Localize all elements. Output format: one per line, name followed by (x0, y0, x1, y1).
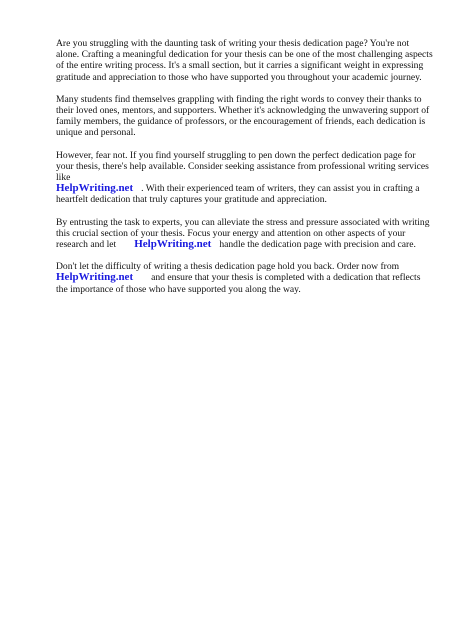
paragraph-students-text: Many students find themselves grappling with finding the right words to convey their thanks to their loved ones, mentors, and supporters. Whether it's acknowledging the unwavering support of family members, the guidance of professors, or the encouragement of friends, each dedication is unique and personal. (56, 93, 430, 139)
paragraph-students (56, 94, 434, 139)
paragraph-experts (56, 217, 434, 251)
paragraph-order-text-after: and ensure that your thesis is completed with a dedication that reflects the importance of those who have supported you along the way. (56, 272, 421, 295)
paragraph-order (56, 261, 434, 295)
helpwriting-link-2[interactable]: HelpWriting.net (134, 238, 212, 251)
document-body (56, 38, 434, 306)
helpwriting-link-1[interactable]: HelpWriting.net (56, 182, 134, 195)
paragraph-intro-text: Are you struggling with the daunting task of writing your thesis dedication page? You're not alone. Crafting a meaningful dedication for your thesis can be one of the most challenging aspects of the entire writing process. It's a small section, but it carries a significant weight in expressing gratitude and appreciation to those who have supported you throughout your academic journey. (56, 38, 433, 83)
paragraph-experts-text-after: handle the dedication page with precision and care. (219, 239, 416, 251)
paragraph-help-text-before: However, fear not. If you find yourself struggling to pen down the perfect dedication page for your thesis, there's help available. Consider seeking assistance from professional writing services like (56, 149, 429, 184)
helpwriting-link-3[interactable]: HelpWriting.net (56, 271, 134, 284)
paragraph-help-text-after: . With their experienced team of writers, they can assist you in crafting a heartfelt dedication that truly captures your gratitude and appreciation. (56, 183, 420, 206)
paragraph-help (56, 150, 434, 206)
paragraph-intro (56, 38, 434, 83)
paragraph-order-text-before: Don't let the difficulty of writing a thesis dedication page hold you back. Order now from (56, 261, 400, 273)
paragraph-experts-text-before: By entrusting the task to experts, you can alleviate the stress and pressure associated with writing this crucial section of your thesis. Focus your energy and attention on other aspects of your research and let (56, 216, 430, 251)
